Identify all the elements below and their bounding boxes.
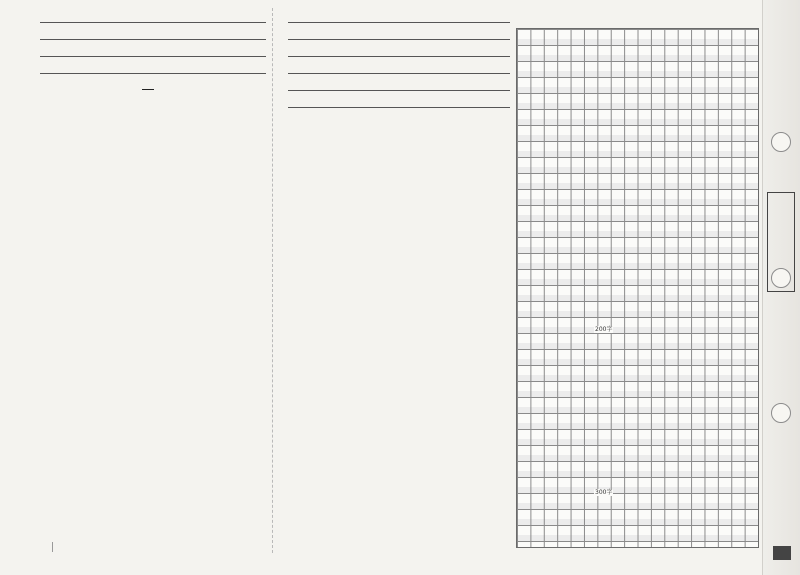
section-2-title — [30, 80, 266, 96]
answer-line[interactable] — [288, 93, 510, 108]
binding-seal-icon — [771, 268, 791, 288]
question-1 — [30, 8, 266, 23]
grid-word-count-200-mark: 200字 — [595, 326, 613, 333]
answer-line[interactable] — [288, 59, 510, 74]
part2-question-1 — [278, 8, 510, 40]
answer-line[interactable] — [40, 59, 266, 74]
part2-question-2 — [278, 42, 510, 57]
answer-line[interactable] — [288, 76, 510, 91]
corner-tag — [773, 546, 791, 560]
binding-side-band — [762, 0, 800, 575]
question-2 — [30, 25, 266, 40]
answer-line[interactable] — [288, 8, 510, 23]
answer-line[interactable] — [40, 8, 266, 23]
middle-column — [278, 6, 510, 114]
question-4 — [30, 42, 266, 74]
footer-separator — [52, 542, 53, 552]
binding-seal-icon — [771, 403, 791, 423]
composition-writing-grid[interactable] — [516, 28, 759, 548]
column-divider — [272, 8, 273, 553]
part2-question-5 — [278, 76, 510, 108]
answer-line[interactable] — [288, 25, 510, 40]
part2-question-4 — [278, 59, 510, 74]
answer-line[interactable] — [288, 42, 510, 57]
binding-seal-icon — [771, 132, 791, 152]
page-footer — [30, 540, 67, 554]
left-column — [30, 6, 266, 100]
answer-line[interactable] — [40, 25, 266, 40]
grid-word-count-300-mark: 300字 — [595, 489, 613, 496]
answer-line[interactable] — [40, 42, 266, 57]
section-2-title-text — [142, 89, 154, 90]
